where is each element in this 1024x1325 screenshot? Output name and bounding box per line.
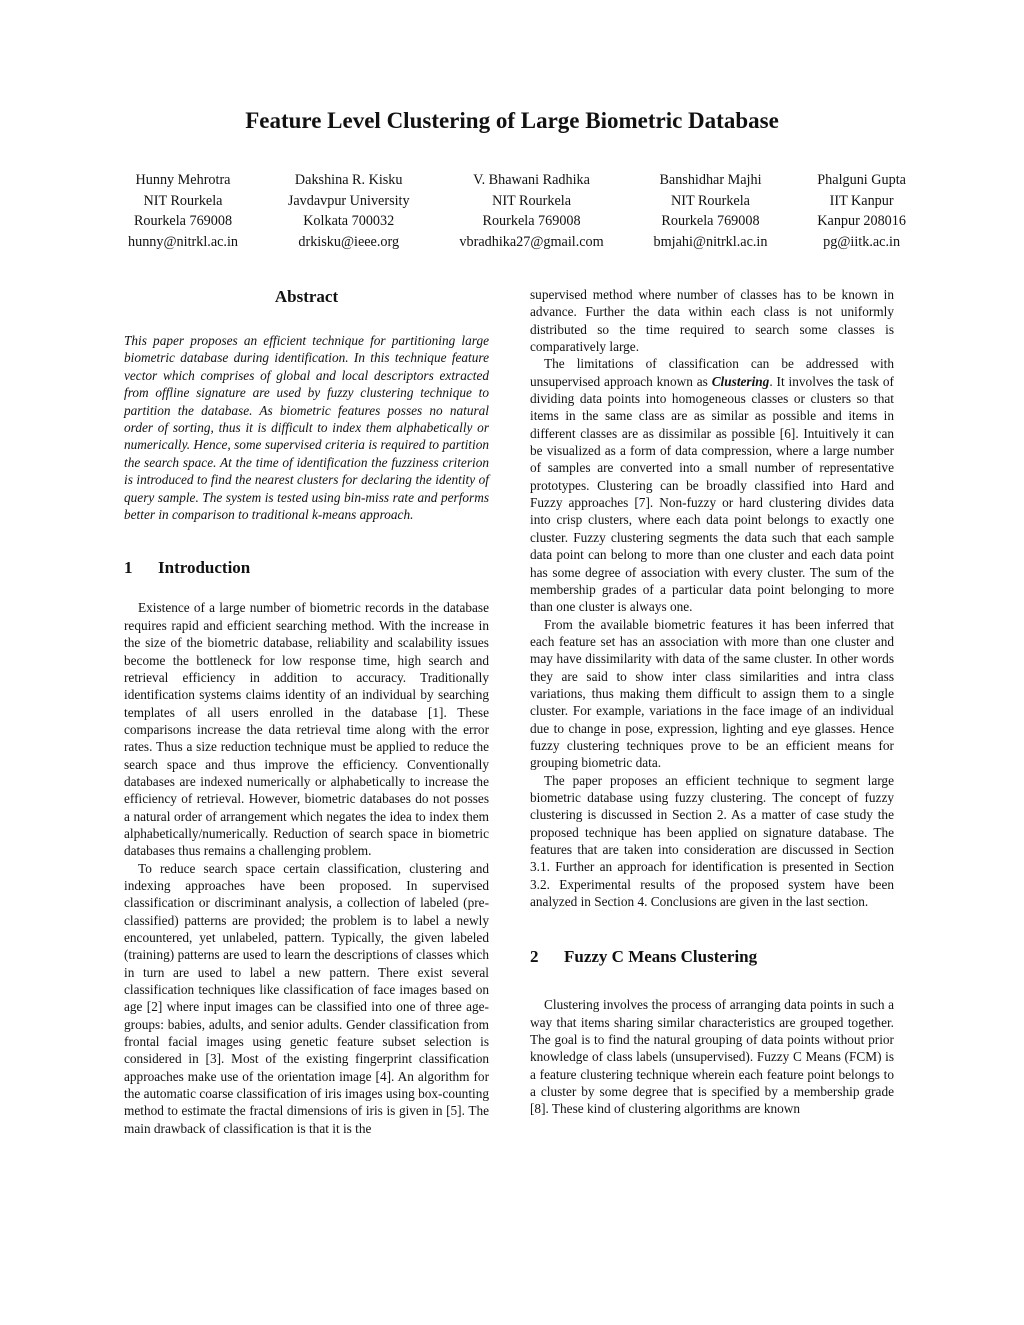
paper-title: Feature Level Clustering of Large Biometric Database <box>245 108 779 133</box>
author-affiliation: Javdavpur University <box>287 192 410 209</box>
paragraph: Existence of a large number of biometric records in the database requires rapid and efficient searching method. With the increase in the size of the biometric database, reliability and scalability issues become the bottleneck for low response time, high search and retrieval efficiency in addition to accuracy. Traditionally identification systems claims identity of an individual by searching templates of all users enrolled in the database [1]. These comparisons increase the data retrieval time along with the error rates. Thus a size reduction technique must be applied to reduce the search space and thus improve the efficiency. Conventionally databases are indexed numerically or alphabetically to increase the efficiency of retrieval. However, biometric databases do not posses a natural order of arrangement which negates the idea to index them alphabetically/numerically. Reduction of search space in biometric databases thus remains a challenging problem. <box>124 600 489 859</box>
author-address: Rourkela 769008 <box>661 213 760 229</box>
author-block <box>288 170 410 252</box>
author-list <box>128 170 906 252</box>
author-name: Hunny Mehrotra <box>135 172 231 188</box>
paragraph-text: . It involves the task of dividing data points into homogeneous classes or clusters so that items in the same class are as similar as possible and items in different classes are as dissimilar as possible [6]. Intuitively it can be visualized as a form of data compression, where a large number of samples are converted into a small number of representative prototypes. Clustering can be broadly classified into Hard and Fuzzy approaches [7]. Non-fuzzy or hard clustering divides data into crisp clusters, where each data point belongs to exactly one cluster. Fuzzy clustering segments the data such that each sample data point can belong to more than one cluster and each data point has some degree of association with every cluster. The sum of the membership grades of a particular data point belonging to more than one cluster is always one. <box>530 373 894 615</box>
section-title: Fuzzy C Means Clustering <box>564 947 758 967</box>
paragraph: Clustering involves the process of arranging data points in such a way that items sharing similar characteristics are grouped together. The goal is to find the natural grouping of data points without prior knowledge of class labels (unsupervised). Fuzzy C Means (FCM) is a feature clustering technique wherein each feature point belongs to a cluster by some degree that is specified by a membership grade [8]. These kind of clustering algorithms are known <box>530 997 894 1117</box>
paragraph: supervised method where number of classes has to be known in advance. Further the data within each class is not uniformly distributed so the time required to search some classes is comparatively large. <box>530 287 894 355</box>
author-block <box>459 170 603 252</box>
paragraph: The paper proposes an efficient technique to segment large biometric database using fuzzy clustering. The concept of fuzzy clustering is discussed in Section 2. As a matter of case study the proposed technique has been applied on signature database. The features that are taken into consideration are discussed in Section 3.1. Further an approach for identification is presented in Section 3.2. Experimental results of the proposed system have been analyzed in Section 4. Conclusions are given in the last section. <box>530 772 894 910</box>
author-block <box>817 170 906 252</box>
section-heading-fcm <box>530 946 894 968</box>
author-name: Phalguni Gupta <box>817 172 906 188</box>
left-column <box>124 286 489 1137</box>
author-affiliation: NIT Rourkela <box>671 192 750 209</box>
author-email: vbradhika27@gmail.com <box>459 233 604 250</box>
abstract-heading: Abstract <box>274 287 339 306</box>
section-title: Introduction <box>158 558 251 578</box>
paragraph: From the available biometric features it has been inferred that each feature set has an association with more than one cluster and may have dissimilarity with data of the same cluster. In other words they are said to show inter class similarities and intra class variations, thus making them difficult to assign them to a single cluster. For example, variations in the face image of an individual due to change in pose, expression, lighting and eye glasses. Hence fuzzy clustering techniques prove to be an efficient means for grouping biometric data. <box>530 616 894 771</box>
author-name: Dakshina R. Kisku <box>294 172 403 188</box>
author-email: bmjahi@nitrkl.ac.in <box>653 233 768 250</box>
paragraph: To reduce search space certain classification, clustering and indexing approaches have been proposed. In supervised classification or discriminant analysis, a collection of labeled (pre-classified) patterns are provided; the problem is to label a newly encountered, yet unlabeled, pattern. Typically, the given labeled (training) patterns are used to learn the descriptions of classes which in turn are used to label a new pattern. There exist several classification techniques like classification of face images based on age [2] where input images can be classified into one of three age-groups: babies, adults, and senior adults. Gender classification from frontal facial images using genetic feature subset selection is considered in [3]. Most of the existing fingerprint classification approaches make use of the orientation image [4]. An algorithm for the automatic coarse classification of iris images using box-counting method to estimate the fractal dimensions of iris is given in [5]. The main drawback of classification is that it is the <box>124 860 489 1136</box>
author-affiliation: NIT Rourkela <box>492 192 572 209</box>
author-email: drkisku@ieee.org <box>298 233 400 250</box>
author-email: pg@iitk.ac.in <box>823 233 901 250</box>
paragraph <box>530 355 894 615</box>
author-block <box>654 170 768 252</box>
abstract-text: This paper proposes an efficient technique for partitioning large biometric database during identification. In this technique feature vector which comprises of global and local descriptors extracted from offline signature are used by fuzzy clustering technique to partition the database. As biometric features posses no natural order of sorting, thus it is difficult to index them alphabetically or numerically. Hence, some supervised criteria is required to partition the search space. At the time of identification the fuzziness criterion is introduced to find the nearest clusters for declaring the identity of query sample. The system is tested using bin-miss rate and performs better in comparison to traditional k-means approach. <box>124 333 489 523</box>
author-block <box>128 170 238 252</box>
section-number: 1 <box>124 558 133 578</box>
author-address: Kanpur 208016 <box>817 213 906 229</box>
section-number: 2 <box>530 947 539 967</box>
author-affiliation: NIT Rourkela <box>143 192 223 209</box>
author-name: Banshidhar Majhi <box>659 172 762 188</box>
author-name: V. Bhawani Radhika <box>473 172 590 188</box>
author-address: Rourkela 769008 <box>133 213 233 229</box>
author-address: Kolkata 700032 <box>303 213 395 229</box>
author-email: hunny@nitrkl.ac.in <box>128 233 238 250</box>
section-heading-introduction <box>124 557 489 579</box>
author-address: Rourkela 769008 <box>482 213 581 229</box>
paragraph-text: The limitations of classification can be addressed with unsupervised approach known as <box>530 356 894 389</box>
keyword-clustering: Clustering <box>711 373 770 389</box>
author-affiliation: IIT Kanpur <box>829 192 894 209</box>
right-column <box>530 286 894 1118</box>
